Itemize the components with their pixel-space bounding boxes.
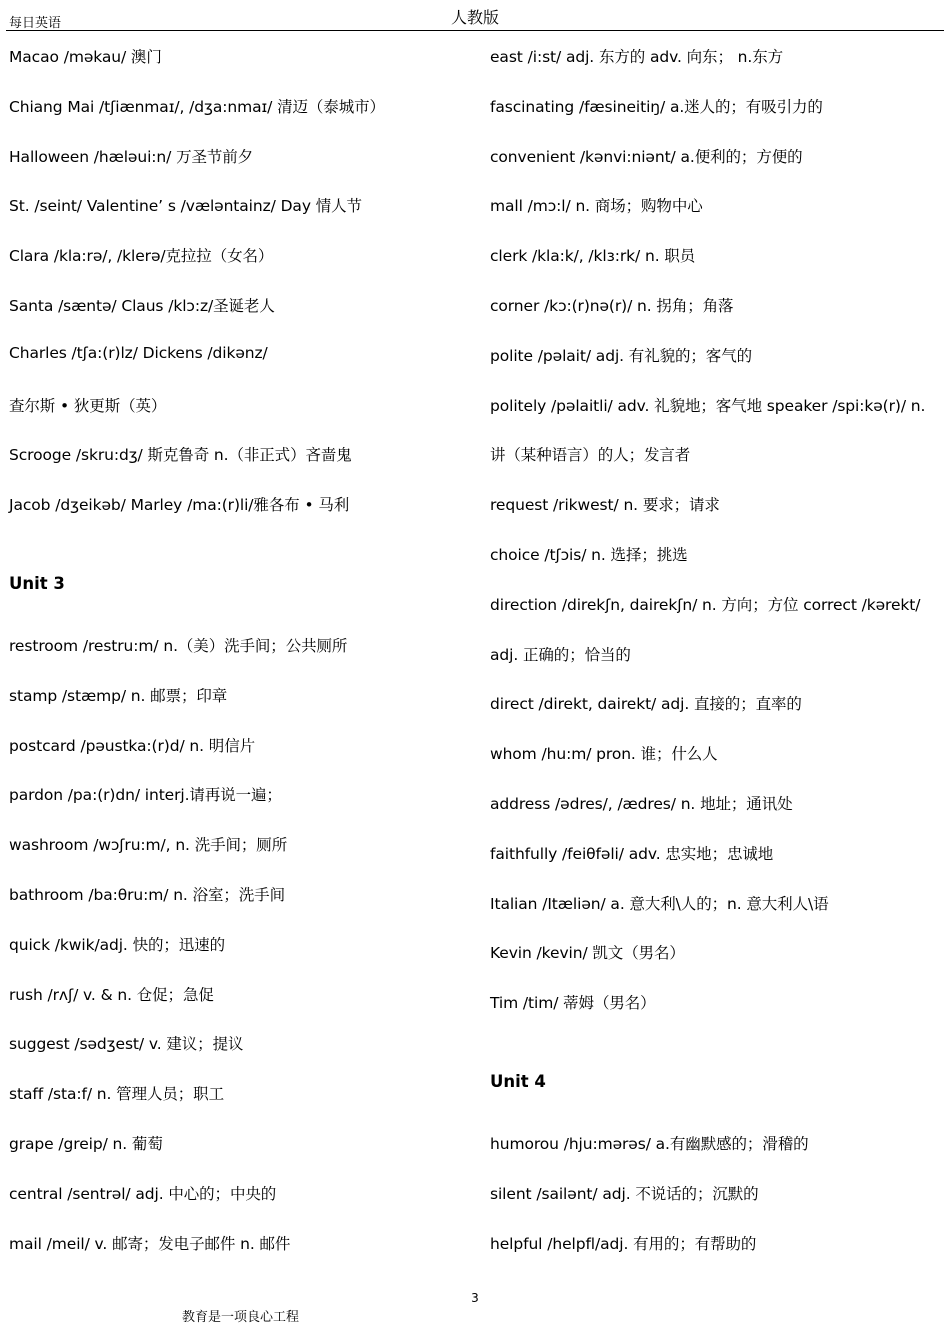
vocab-entry: corner /kɔ:(r)nə(r)/ n. 拐角；角落	[490, 297, 734, 315]
vocab-entry: bathroom /ba:θru:m/ n. 浴室；洗手间	[9, 886, 285, 904]
vocab-entry: 查尔斯 • 狄更斯（英）	[9, 396, 167, 415]
vocab-entry: mail /meil/ v. 邮寄；发电子邮件 n. 邮件	[9, 1234, 291, 1253]
vocab-entry: address /ədres/, /ædres/ n. 地址；通讯处	[490, 795, 793, 813]
vocab-entry: direction /direkʃn, dairekʃn/ n. 方向；方位 correct /kərekt/	[490, 595, 921, 614]
vocab-entry: adj. 正确的；恰当的	[490, 645, 631, 664]
vocab-entry: postcard /pəustka:(r)d/ n. 明信片	[9, 736, 255, 755]
vocab-entry: quick /kwik/adj. 快的；迅速的	[9, 935, 225, 954]
vocab-entry: staff /sta:f/ n. 管理人员；职工	[9, 1085, 224, 1104]
vocab-entry: St. /seint/ Valentine’ s /væləntainz/ Day 情人节	[9, 197, 362, 216]
vocab-entry: Kevin /kevin/ 凯文（男名）	[490, 944, 685, 963]
vocab-entry: choice /tʃɔis/ n. 选择；挑选	[490, 546, 688, 564]
header-title: 人教版	[450, 8, 499, 27]
vocab-entry: Jacob /dʒeikəb/ Marley /ma:(r)li/雅各布 • 马利	[9, 496, 350, 515]
page-number: 3	[471, 1291, 479, 1305]
vocab-entry: washroom /wɔʃru:m/, n. 洗手间；厕所	[9, 836, 288, 855]
vocab-entry: Scrooge /skru:dʒ/ 斯克鲁奇 n.（非正式）吝啬鬼	[9, 446, 352, 465]
vocab-entry: silent /sailənt/ adj. 不说话的；沉默的	[490, 1184, 759, 1203]
vocab-entry: convenient /kənvi:niənt/ a.便利的；方便的	[490, 147, 803, 166]
vocab-entry: rush /rʌʃ/ v. & n. 仓促；急促	[9, 985, 214, 1004]
vocab-entry: faithfully /feiθfəli/ adv. 忠实地；忠诚地	[490, 844, 774, 863]
unit-heading: Unit 3	[9, 574, 65, 593]
vocab-entry: polite /pəlait/ adj. 有礼貌的；客气的	[490, 346, 753, 365]
vocab-entry: Clara /kla:rə/, /klerə/克拉拉（女名）	[9, 247, 274, 266]
vocab-entry: fascinating /fæsineitiŋ/ a.迷人的；有吸引力的	[490, 97, 823, 116]
vocab-entry: Charles /tʃa:(r)lz/ Dickens /dikənz/	[9, 343, 268, 362]
vocab-entry: Halloween /hæləui:n/ 万圣节前夕	[9, 147, 254, 166]
header-left-text: 每日英语	[9, 16, 62, 31]
vocab-entry: restroom /restru:m/ n.（美）洗手间；公共厕所	[9, 637, 348, 655]
vocab-entry: politely /pəlaitli/ adv. 礼貌地；客气地 speaker /spi:kə(r)/ n.	[490, 396, 926, 415]
vocab-entry: east /i:st/ adj. 东方的 adv. 向东； n.东方	[490, 48, 784, 66]
footer-motto: 教育是一项良心工程	[182, 1310, 300, 1325]
vocab-entry: whom /hu:m/ pron. 谁；什么人	[490, 745, 718, 764]
header-divider	[6, 30, 944, 31]
vocab-entry: mall /mɔ:l/ n. 商场；购物中心	[490, 197, 703, 216]
vocab-entry: Chiang Mai /tʃiænmaɪ/, /dʒa:nmaɪ/ 清迈（泰城市）	[9, 97, 385, 116]
unit-heading: Unit 4	[490, 1072, 546, 1091]
vocab-entry: humorou /hju:mərəs/ a.有幽默感的；滑稽的	[490, 1135, 809, 1153]
vocab-entry: pardon /pa:(r)dn/ interj.请再说一遍；	[9, 786, 282, 805]
vocab-entry: central /sentrəl/ adj. 中心的；中央的	[9, 1184, 277, 1203]
vocab-entry: Santa /sæntə/ Claus /klɔ:z/圣诞老人	[9, 297, 275, 315]
vocab-entry: clerk /kla:k/, /klɜ:rk/ n. 职员	[490, 247, 696, 266]
vocab-entry: request /rikwest/ n. 要求；请求	[490, 496, 720, 515]
vocab-entry: stamp /stæmp/ n. 邮票；印章	[9, 686, 228, 705]
vocab-entry: direct /direkt, dairekt/ adj. 直接的；直率的	[490, 695, 802, 714]
vocab-entry: suggest /sədʒest/ v. 建议；提议	[9, 1035, 244, 1054]
vocab-entry: Tim /tim/ 蒂姆（男名）	[490, 994, 656, 1013]
vocab-entry: Macao /məkau/ 澳门	[9, 48, 162, 66]
vocab-entry: Italian /Itæliən/ a. 意大利\人的；n. 意大利人\语	[490, 894, 829, 913]
vocab-entry: grape /greip/ n. 葡萄	[9, 1135, 163, 1153]
vocab-entry: 讲（某种语言）的人；发言者	[490, 446, 691, 465]
vocab-entry: helpful /helpfl/adj. 有用的；有帮助的	[490, 1234, 757, 1253]
